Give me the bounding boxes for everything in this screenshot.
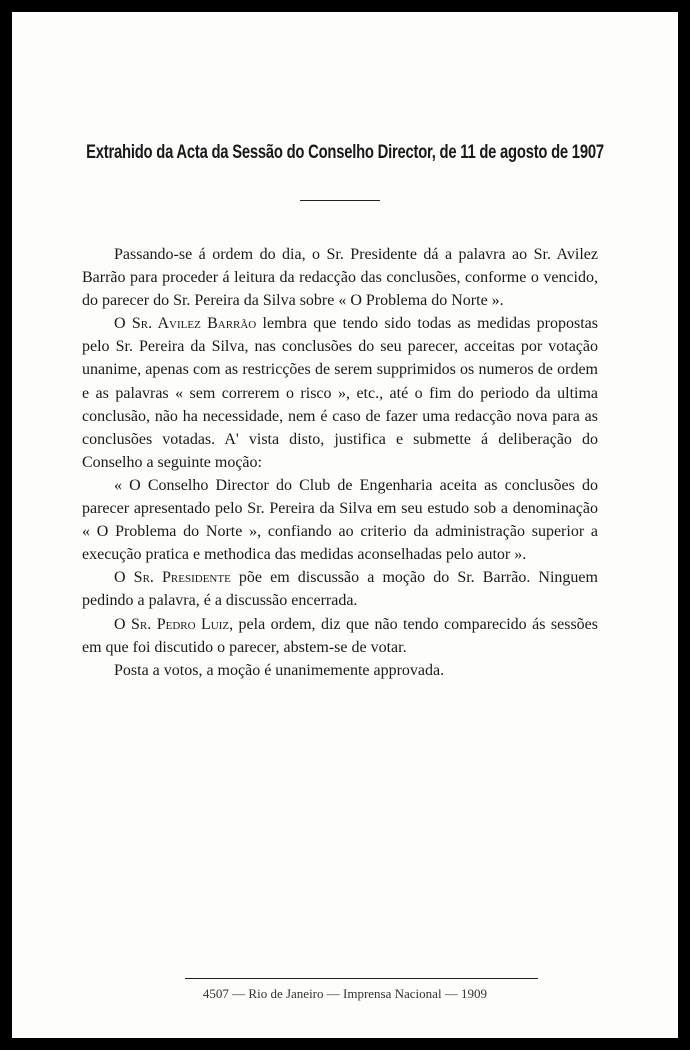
footer-divider — [185, 978, 538, 979]
paragraph-3-motion: « O Conselho Director do Club de Engenharia aceita as conclusões do parecer apresentado pelo Sr. Pereira da Silva em seu estudo sob a denominação « O Problema do Norte », confiando ao criterio da administração superior a execução pratica e methodica das medidas aconselhadas pelo autor ». — [82, 476, 598, 564]
title-divider — [300, 200, 380, 201]
paragraph-5-text: , pela ordem, diz que não tendo comparecido ás sessões em que foi discutido o parecer, abstem-se de votar. — [82, 615, 598, 656]
document-title: Extrahido da Acta da Sessão do Conselho Director, de 11 de agosto de 1907 — [86, 142, 604, 163]
paragraph-2-text: lembra que tendo sido todas as medidas propostas pelo Sr. Pereira da Silva, nas conclusões do seu parecer, acceitas por votação unanime, apenas com as restricções de serem supprimidos os numeros de ordem e as palavras « sem correrem o risco », etc., até o fim do periodo da ultima conclusão, não ha necessidade, nem é caso de fazer uma redacção nova para as conclusões votadas. A' vista disto, justifica e submette á deliberação do Conselho a seguinte moção: — [82, 315, 598, 471]
paragraph-4 — [82, 566, 598, 612]
paragraph-4-text: põe em discussão a moção do Sr. Barrão. Ninguem pedindo a palavra, é a discussão encerrada. — [82, 569, 598, 610]
document-body — [82, 243, 598, 682]
paragraph-5-lead: O — [114, 615, 132, 633]
paragraph-2 — [82, 312, 598, 474]
paragraph-2-lead: O — [114, 315, 132, 333]
paragraph-6: Posta a votos, a moção é unanimemente approvada. — [114, 661, 445, 679]
speaker-presidente: Sr. Presidente — [133, 569, 231, 587]
paragraph-4-lead: O — [114, 569, 134, 587]
paragraph-5 — [82, 613, 598, 659]
document-page — [12, 12, 678, 1038]
speaker-avilez-barrao: Sr. Avilez Barrão — [131, 315, 257, 333]
printer-imprint: 4507 — Rio de Janeiro — Imprensa Nacional — 1909 — [202, 986, 488, 1001]
speaker-pedro-luiz: Sr. Pedro Luiz — [131, 615, 230, 633]
paragraph-1: Passando-se á ordem do dia, o Sr. Presidente dá a palavra ao Sr. Avilez Barrão para proceder á leitura da redacção das conclusões, conforme o vencido, do parecer do Sr. Pereira da Silva sobre « O Problema do Norte ». — [82, 246, 598, 310]
